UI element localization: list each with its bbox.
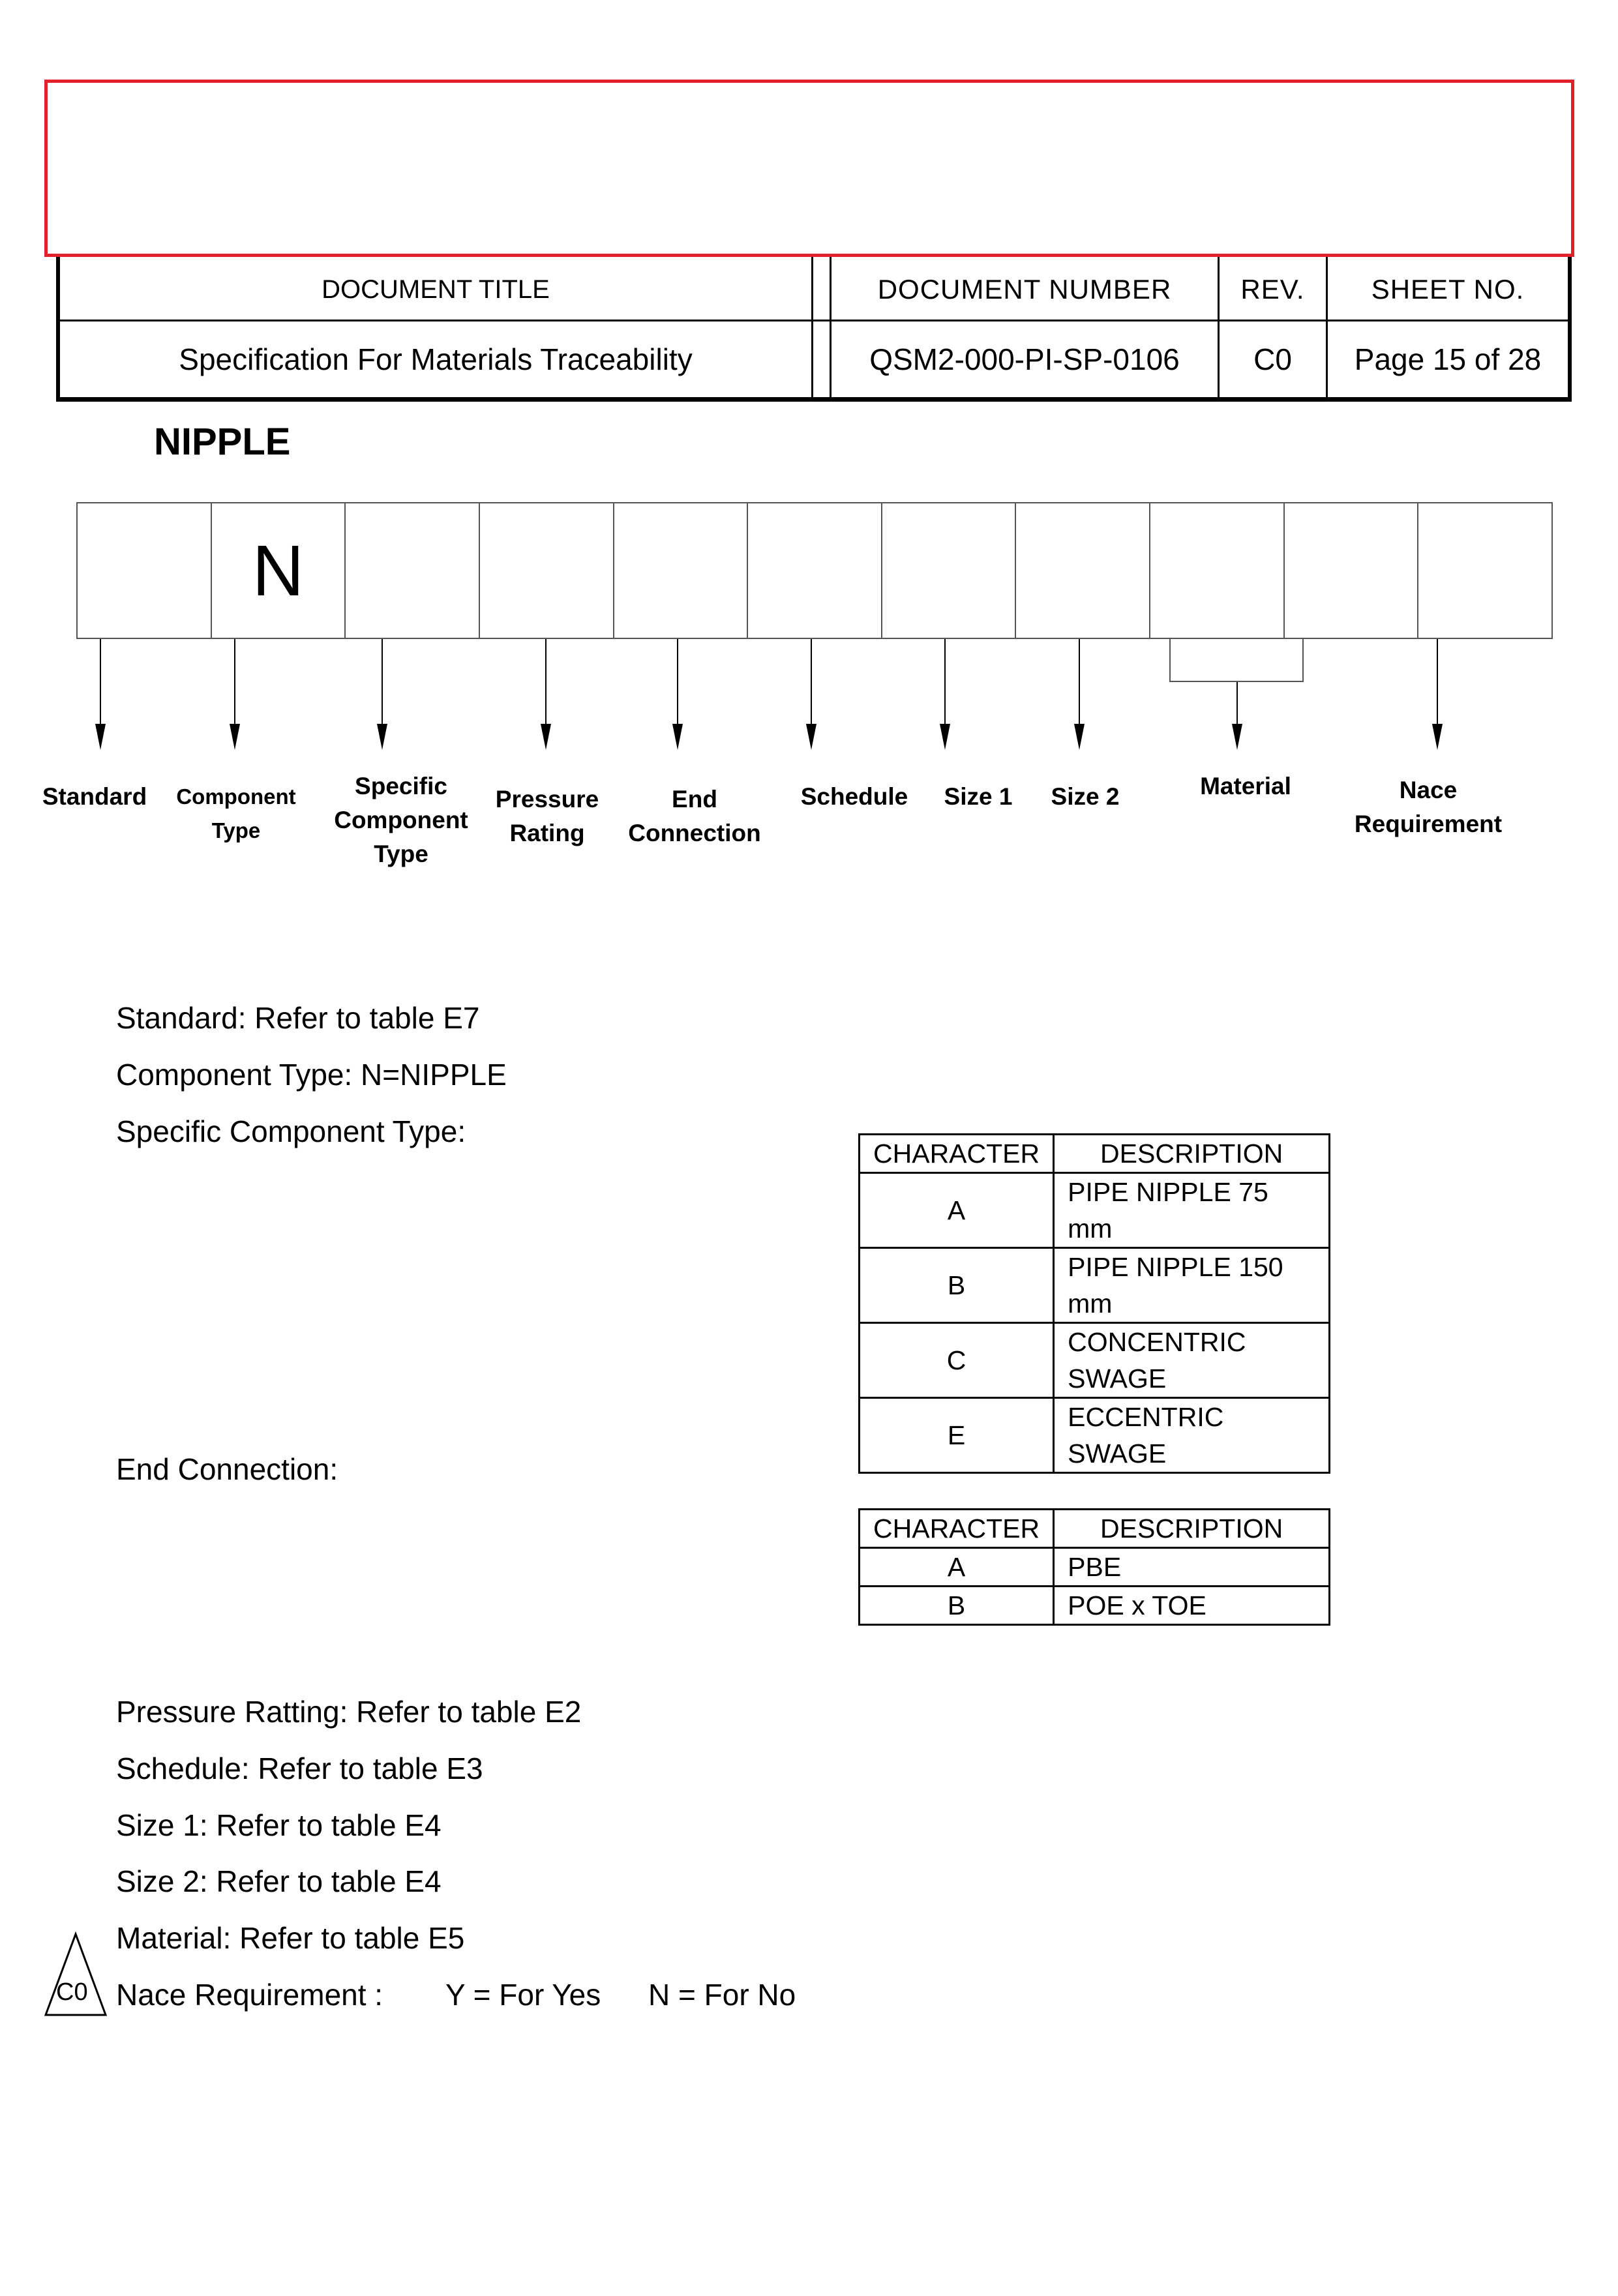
table-row <box>860 1248 1330 1323</box>
arrow-down-icon <box>940 724 950 750</box>
table-row <box>860 1398 1330 1473</box>
code-box <box>1150 503 1285 638</box>
arrow-line <box>1079 639 1080 724</box>
table-header-cell: DESCRIPTION <box>1054 1135 1330 1173</box>
sheet-no-label: SHEET NO. <box>1371 274 1525 305</box>
material-line: Material: Refer to table E5 <box>116 1921 465 1955</box>
end-connection-line: End Connection: <box>116 1452 338 1486</box>
arrow-line <box>382 639 383 724</box>
doc-number-value: QSM2-000-PI-SP-0106 <box>869 342 1180 376</box>
sheet-no-value: Page 15 of 28 <box>1354 342 1542 376</box>
arrow-down-icon <box>95 724 106 750</box>
nace-label: Nace Requirement : <box>116 1978 383 2012</box>
arrow-down-icon <box>377 724 387 750</box>
doc-number-label: DOCUMENT NUMBER <box>877 274 1172 305</box>
code-box <box>1016 503 1150 638</box>
code-box <box>1418 503 1551 638</box>
field-label-component-type: Component Type <box>176 784 296 842</box>
arrow-down-icon <box>806 724 816 750</box>
arrow-line <box>677 639 678 724</box>
component-type-line: Component Type: N=NIPPLE <box>116 1058 507 1092</box>
section-title: NIPPLE <box>154 421 291 463</box>
table-cell: PIPE NIPPLE 150 mm <box>1054 1248 1330 1323</box>
code-box <box>614 503 749 638</box>
code-box: N <box>212 503 346 638</box>
doc-title-label: DOCUMENT TITLE <box>322 275 550 304</box>
standard-line: Standard: Refer to table E7 <box>116 1001 480 1035</box>
table-cell: E <box>860 1398 1054 1473</box>
nace-yes: Y = For Yes <box>445 1978 601 2012</box>
field-label-size1: Size 1 <box>944 783 1013 810</box>
arrow-line <box>234 639 235 724</box>
field-label-end-connection: End Connection <box>628 786 761 846</box>
arrow-down-icon <box>541 724 551 750</box>
nace-no: N = For No <box>648 1978 796 2012</box>
arrow-line <box>811 639 812 724</box>
table-cell: B <box>860 1248 1054 1323</box>
schedule-line: Schedule: Refer to table E3 <box>116 1752 483 1785</box>
code-box <box>882 503 1017 638</box>
field-label-nace-requirement: Nace Requirement <box>1354 777 1503 837</box>
arrow-line <box>1437 639 1438 724</box>
doc-title-value: Specification For Materials Traceability <box>179 342 693 376</box>
code-box <box>346 503 480 638</box>
arrow-line <box>545 639 547 724</box>
code-boxes <box>76 502 1553 639</box>
arrow-down-icon <box>1074 724 1085 750</box>
field-label-size2: Size 2 <box>1051 783 1120 810</box>
field-label-schedule: Schedule <box>800 783 908 810</box>
code-box <box>748 503 882 638</box>
table-cell: A <box>860 1173 1054 1248</box>
table-cell: PBE <box>1054 1548 1330 1587</box>
rev-label: REV. <box>1240 274 1305 305</box>
arrow-line <box>944 639 946 724</box>
specific-component-table <box>858 1133 1330 1474</box>
code-box <box>78 503 212 638</box>
table-cell: POE x TOE <box>1054 1587 1330 1625</box>
code-box <box>1285 503 1419 638</box>
size2-line: Size 2: Refer to table E4 <box>116 1864 442 1898</box>
table-row <box>860 1587 1330 1625</box>
table-header-row <box>860 1135 1330 1173</box>
arrow-line <box>100 639 101 724</box>
code-box <box>480 503 614 638</box>
table-cell: C <box>860 1323 1054 1398</box>
arrow-line <box>1236 682 1238 724</box>
header-col-divider <box>811 257 813 402</box>
header-logo-area <box>44 80 1574 257</box>
field-label-pressure-rating: Pressure Rating <box>495 786 599 846</box>
table-header-cell: CHARACTER <box>860 1510 1054 1548</box>
end-connection-table <box>858 1508 1330 1626</box>
arrow-down-icon <box>230 724 240 750</box>
material-bracket <box>1169 639 1304 682</box>
table-cell: CONCENTRIC SWAGE <box>1054 1323 1330 1398</box>
table-cell: A <box>860 1548 1054 1587</box>
field-label-standard: Standard <box>42 783 147 810</box>
pressure-rating-line: Pressure Ratting: Refer to table E2 <box>116 1695 582 1729</box>
table-row <box>860 1548 1330 1587</box>
arrow-down-icon <box>1432 724 1443 750</box>
table-row <box>860 1323 1330 1398</box>
table-cell: ECCENTRIC SWAGE <box>1054 1398 1330 1473</box>
arrow-down-icon <box>672 724 683 750</box>
table-header-cell: CHARACTER <box>860 1135 1054 1173</box>
table-header-cell: DESCRIPTION <box>1054 1510 1330 1548</box>
rev-value: C0 <box>1253 342 1292 376</box>
size1-line: Size 1: Refer to table E4 <box>116 1808 442 1842</box>
table-cell: PIPE NIPPLE 75 mm <box>1054 1173 1330 1248</box>
table-header-row <box>860 1510 1330 1548</box>
specific-component-type-line: Specific Component Type: <box>116 1114 466 1148</box>
arrow-down-icon <box>1232 724 1242 750</box>
table-row <box>860 1173 1330 1248</box>
table-cell: B <box>860 1587 1054 1625</box>
revision-marker-label: C0 <box>56 1978 88 2006</box>
field-label-specific-component-type: Specific Component Type <box>334 773 468 867</box>
field-label-material: Material <box>1200 773 1291 799</box>
